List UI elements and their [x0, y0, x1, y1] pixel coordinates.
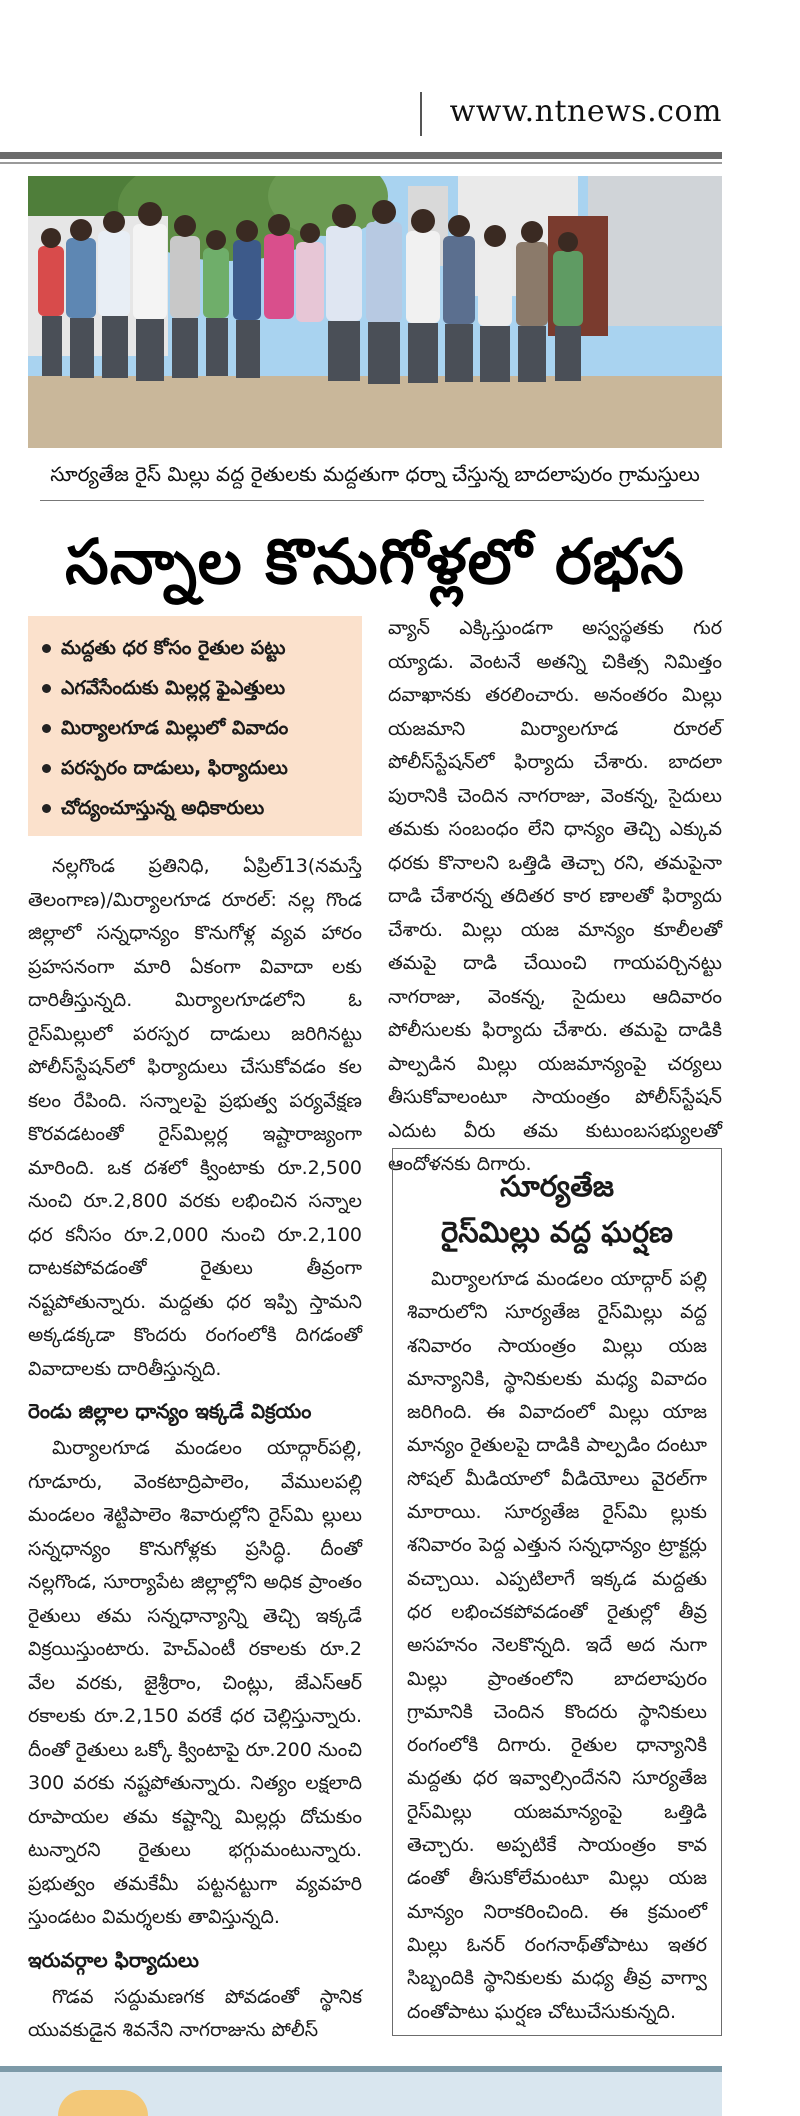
highlight-item: ఎగవేసేందుకు మిల్లర్ల ఫైఎత్తులు — [42, 668, 352, 708]
bullet-icon — [42, 684, 51, 693]
bullet-icon — [42, 644, 51, 653]
bullet-icon — [42, 764, 51, 773]
masthead — [28, 84, 722, 158]
highlights-box — [28, 616, 362, 836]
protest-photo-illustration — [28, 176, 722, 448]
top-rule-thin — [0, 162, 722, 164]
next-article-strip — [0, 2072, 722, 2116]
highlight-item: చోద్యంచూస్తున్న అధికారులు — [42, 788, 352, 828]
top-rule — [0, 152, 722, 159]
caption-rule — [40, 500, 704, 501]
bullet-icon — [42, 724, 51, 733]
article-column-left — [28, 850, 362, 2048]
highlight-item: పరస్పరం దాడులు, ఫిర్యాదులు — [42, 748, 352, 788]
next-article-image-fragment — [58, 2090, 148, 2116]
article-column-right — [388, 612, 722, 1182]
news-photo — [28, 176, 722, 448]
subheading-two-districts: రెండు జిల్లాల ధాన్యం ఇక్కడే విక్రయం — [28, 1399, 312, 1423]
box-paragraph: మిర్యాలగూడ మండలం యాద్గార్ పల్లి శివారులోని సూర్యతేజ రైస్‌మిల్లు వద్ద శనివారం సాయంత్రం మిల్లు యజ మాన్యానికి, స్థానికులకు మధ్య వివాదం జరిగింది. ఈ వివాదంలో మిల్లు యాజ మాన్యం రైతులపై దాడికి పాల్పడిం దంటూ సోషల్ మీడియాలో వీడియోలు వైరల్‌గా మారాయి. సూర్యతేజ రైస్‌మి ల్లుకు శనివారం పెద్ద ఎత్తున సన్నధాన్యం ట్రాక్టర్లు వచ్చాయి. ఎప్పటిలాగే ఇక్కడ మద్దతు ధర లభించకపోవడంతో రైతుల్లో తీవ్ర అసహనం నెలకొన్నది. ఇదే అద నుగా మిల్లు ప్రాంతంలోని బాదలాపురం గ్రామానికి చెందిన కొందరు స్థానికులు రంగంలోకి దిగారు. రైతుల ధాన్యానికి మద్దతు ధర ఇవ్వాల్సిందేనని సూర్యతేజ రైస్‌మిల్లు యజమాన్యంపై ఒత్తిడి తెచ్చారు. అప్పటికే సాయంత్రం కావ డంతో తీసుకోలేమంటూ మిల్లు యజ మాన్యం నిరాకరించింది. ఈ క్రమంలో మిల్లు ఓనర్ రంగనాథ్‌తోపాటు ఇతర సిబ్బందికి స్థానికులకు మధ్య తీవ్ర వాగ్వా దంతోపాటు ఘర్షణ చోటుచేసుకున్నది. — [407, 1268, 707, 2023]
article-paragraph: నల్లగొండ ప్రతినిధి, ఏప్రిల్13(నమస్తే తెలంగాణ)/మిర్యాలగూడ రూరల్: నల్ల గొండ జిల్లాలో సన్నధాన్యం కొనుగోళ్ల వ్యవ హారం ప్రహసనంగా మారి ఏకంగా వివాదా లకు దారితీస్తున్నది. మిర్యాలగూడలోని ఓ రైస్‌మిల్లులో పరస్పర దాడులు జరిగినట్టు పోలీస్‌స్టేషన్‌లో ఫిర్యాదులు చేసుకోవడం కల కలం రేపింది. సన్నాలపై ప్రభుత్వ పర్యవేక్షణ కొరవడటంతో రైస్‌మిల్లర్ల ఇష్టారాజ్యంగా మారింది. ఒక దశలో క్వింటాకు రూ.2,500 నుంచి రూ.2,800 వరకు లభించిన సన్నాల ధర కనీసం రూ.2,000 నుంచి రూ.2,100 దాటకపోవడంతో రైతులు తీవ్రంగా నష్టపోతున్నారు. మద్దతు ధర ఇప్పి స్తామని అక్కడక్కడా కొందరు రంగంలోకి దిగడంతో వివాదాలకు దారితీస్తున్నది. — [28, 855, 362, 1380]
highlight-item: మిర్యాలగూడ మిల్లులో వివాదం — [42, 708, 352, 748]
box-body — [407, 1263, 707, 2029]
article-paragraph: వ్యాన్ ఎక్కిస్తుండగా అస్వస్థతకు గుర య్యాడు. వెంటనే అతన్ని చికిత్స నిమిత్తం దవాఖానకు తరలించారు. అనంతరం మిల్లు యజమాని మిర్యాలగూడ రూరల్ పోలీస్‌స్టేషన్‌లో ఫిర్యాదు చేశారు. బాదలా పురానికి చెందిన నాగరాజు, వెంకన్న, సైదులు తమకు సంబంధం లేని ధాన్యం తెచ్చి ఎక్కువ ధరకు కొనాలని ఒత్తిడి తెచ్చా రని, తమపైనా దాడి చేశారన్న తదితర కార ణాలతో ఫిర్యాదు చేశారు. మిల్లు యజ మాన్యం కూలీలతో తమపై దాడి చేయించి గాయపర్చినట్టు నాగరాజు, వెంకన్న, సైదులు ఆదివారం పోలీసులకు ఫిర్యాదు చేశారు. తమపై దాడికి పాల్పడిన మిల్లు యజమాన్యంపై చర్యలు తీసుకోవాలంటూ సాయంత్రం పోలీస్‌స్టేషన్ ఎదుట వీరు తమ కుటుంబసభ్యులతో ఆందోళనకు దిగారు. — [388, 617, 722, 1175]
subheading-complaints: ఇరువర్గాల ఫిర్యాదులు — [28, 1947, 199, 1972]
article-headline: సన్నాల కొనుగోళ్లలో రభస — [65, 525, 685, 598]
bullet-icon — [42, 804, 51, 813]
site-url[interactable]: www.ntnews.com — [449, 94, 722, 129]
masthead-divider — [420, 92, 422, 136]
article-paragraph: మిర్యాలగూడ మండలం యాద్గార్‌పల్లి, గూడూరు, వెంకటాద్రిపాలెం, వేములపల్లి మండలం శెట్టిపాలెం శివారుల్లోని రైస్‌మి ల్లులు సన్నధాన్యం కొనుగోళ్లకు ప్రసిద్ధి. దీంతో నల్లగొండ, సూర్యాపేట జిల్లాల్లోని అధిక ప్రాంతం రైతులు తమ సన్నధాన్యాన్ని తెచ్చి ఇక్కడే విక్రయిస్తుంటారు. హెచ్‌ఎంటీ రకాలకు రూ.2 వేల వరకు, జైశ్రీరాం, చింట్లు, జేఎస్‌ఆర్ రకాలకు రూ.2,150 వరకే ధర చెల్లిస్తున్నారు. దీంతో రైతులు ఒక్కో క్వింటాపై రూ.200 నుంచి 300 వరకు నష్టపోతున్నారు. నిత్యం లక్షలాది రూపాయల తమ కష్టాన్ని మిల్లర్లు దోచుకుం టున్నారని రైతులు భగ్గుమంటున్నారు. ప్రభుత్వం తమకేమీ పట్టనట్టుగా వ్యవహరి స్తుండటం విమర్శలకు తావిస్తున్నది. — [28, 1437, 362, 1928]
highlight-item: మద్దతు ధర కోసం రైతుల పట్టు — [42, 628, 352, 668]
box-title-line1: సూర్యతేజ — [500, 1169, 614, 1203]
box-title-line2: రైస్‌మిల్లు వద్ద ఘర్షణ — [441, 1215, 673, 1249]
article-paragraph: గొడవ సద్దుమణగక పోవడంతో స్థానిక యువకుడైన శివనేని నాగరాజును పోలీస్ — [28, 1985, 362, 2041]
sidebar-story-box — [392, 1148, 722, 2036]
photo-caption: సూర్యతేజ రైస్ మిల్లు వద్ద రైతులకు మద్దతుగా ధర్నా చేస్తున్న బాదలాపురం గ్రామస్తులు — [50, 462, 700, 486]
